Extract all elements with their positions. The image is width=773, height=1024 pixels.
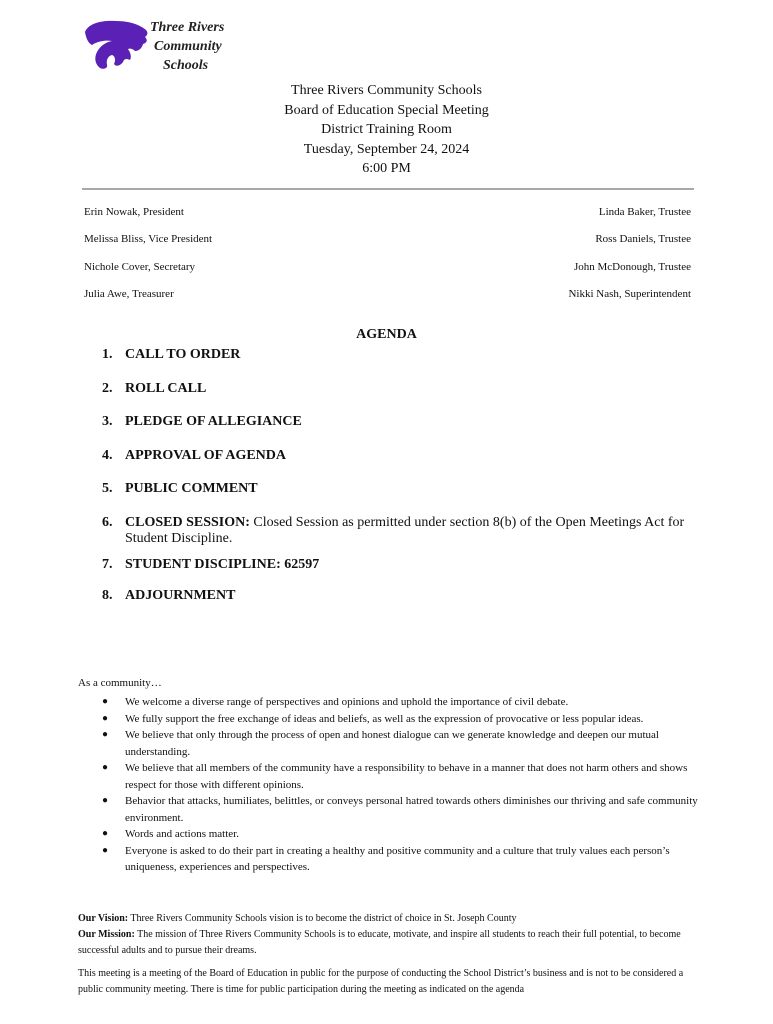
values-list-item (78, 826, 698, 843)
value-text: We welcome a diverse range of perspectives and opinions and uphold the importance of civil debate. (125, 696, 569, 708)
mission-text: The mission of Three Rivers Community Schools is to educate, motivate, and inspire all students to reach their full potential, to become successful adults and to pursue their dreams. (78, 929, 681, 956)
agenda-item-number: 3. (102, 414, 113, 429)
wildcat-logo-icon (82, 18, 152, 72)
agenda-item-heading: STUDENT DISCIPLINE: 62597 (125, 557, 320, 572)
values-list-item (78, 694, 698, 711)
agenda-item-heading: CLOSED SESSION: (125, 515, 250, 530)
logo-text (150, 18, 240, 75)
agenda-item-number: 2. (102, 381, 113, 396)
agenda-item-description: Closed Session as permitted under section 8(b) of the Open Meetings Act for Student Discipline. (125, 515, 685, 546)
board-member: Julia Awe, Treasurer (84, 288, 174, 300)
value-text: We believe that all members of the community have a responsibility to behave in a manner that does not harm others and shows respect for those with different opinions. (125, 762, 688, 791)
bullet-icon: ● (102, 844, 109, 856)
agenda-item-heading: ROLL CALL (125, 381, 207, 396)
values-intro: As a community… (78, 677, 162, 689)
values-list-item (78, 727, 698, 760)
board-member: Linda Baker, Trustee (598, 206, 691, 218)
board-member: Melissa Bliss, Vice President (84, 233, 213, 245)
bullet-icon: ● (102, 712, 109, 724)
board-member: Erin Nowak, President (84, 206, 184, 218)
mission-statement (78, 927, 708, 959)
bullet-icon: ● (102, 795, 109, 806)
value-text: Behavior that attacks, humiliates, belittles, or conveys personal hatred towards others diminishes our thriving and safe community environment. (125, 795, 698, 824)
vision-text: Three Rivers Community Schools vision is to become the district of choice in St. Joseph County (128, 913, 517, 924)
agenda-item-heading: PUBLIC COMMENT (125, 481, 258, 496)
bullet-icon: ● (102, 696, 109, 707)
meeting-location: District Training Room (321, 122, 452, 137)
meeting-disclaimer: This meeting is a meeting of the Board of Education in public for the purpose of conducting the School District’s business and is not to be considered a public community meeting. There is time for public participation during the meeting as indicated on the agenda (78, 968, 684, 995)
meeting-type: Board of Education Special Meeting (284, 102, 489, 118)
mission-label: Our Mission: (78, 929, 135, 940)
agenda-item-number: 6. (102, 515, 113, 530)
agenda-item-heading: CALL TO ORDER (125, 347, 241, 362)
agenda-item-number: 4. (102, 448, 113, 463)
agenda-item-number: 8. (102, 588, 113, 603)
values-list (78, 694, 698, 876)
meeting-header (0, 81, 773, 179)
value-text: Everyone is asked to do their part in creating a healthy and positive community and a culture that truly values each person’s uniqueness, experiences and perspectives. (125, 844, 670, 873)
agenda-item-number: 7. (102, 557, 113, 572)
bullet-icon: ● (102, 762, 109, 773)
agenda-item-heading: ADJOURNMENT (125, 588, 236, 603)
bullet-icon: ● (102, 828, 109, 839)
vision-label: Our Vision: (78, 913, 129, 924)
meeting-date: Tuesday, September 24, 2024 (303, 141, 470, 157)
board-member: John McDonough, Trustee (573, 261, 691, 273)
board-member: Nichole Cover, Secretary (84, 261, 196, 273)
values-list-item (78, 793, 698, 826)
value-text: We believe that only through the process of open and honest dialogue can we generate knowledge and deepen our mutual understanding. (125, 729, 659, 758)
vision-statement (78, 911, 708, 927)
logo-text-line: Schools (163, 58, 209, 73)
agenda-title: AGENDA (356, 327, 417, 342)
values-list-item (78, 711, 698, 728)
meeting-time: 6:00 PM (362, 161, 411, 176)
value-text: We fully support the free exchange of ideas and beliefs, as well as the expression of provocative or less popular ideas. (125, 712, 644, 725)
values-list-item (78, 843, 698, 876)
agenda-item-heading: APPROVAL OF AGENDA (125, 448, 287, 463)
logo-text-line: Three Rivers (150, 20, 225, 35)
logo-text-line: Community (154, 39, 222, 54)
values-list-item (78, 760, 698, 793)
agenda-item-number: 1. (102, 347, 113, 362)
board-member: Nikki Nash, Superintendent (568, 288, 691, 300)
bullet-icon: ● (102, 729, 109, 740)
value-text: Words and actions matter. (125, 828, 239, 840)
agenda-item-heading: PLEDGE OF ALLEGIANCE (125, 414, 302, 429)
district-name: Three Rivers Community Schools (291, 83, 482, 98)
vision-mission-block (78, 911, 708, 959)
header-divider (82, 188, 694, 190)
board-member: Ross Daniels, Trustee (595, 233, 691, 245)
agenda-item-number: 5. (102, 481, 113, 496)
